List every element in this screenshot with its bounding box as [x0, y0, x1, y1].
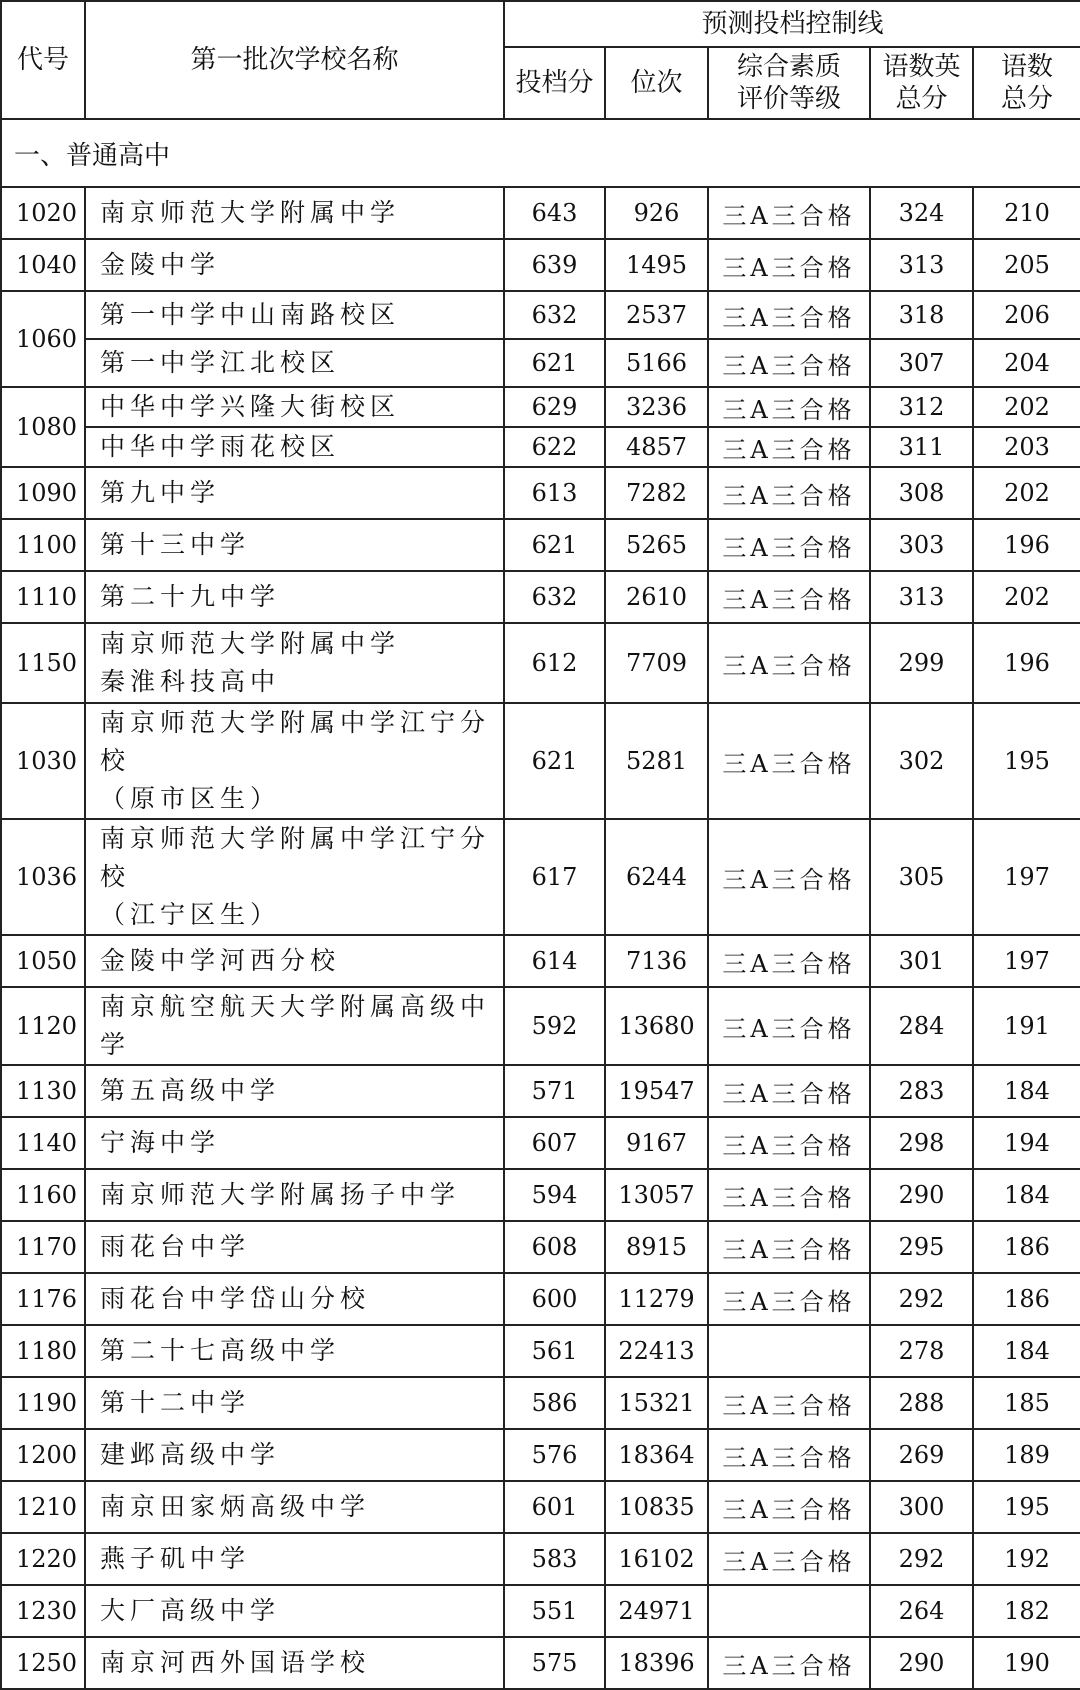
chinese-math-total: 195	[973, 703, 1080, 819]
chinese-math-total: 184	[973, 1325, 1080, 1377]
school-name-line: 第一中学江北校区	[100, 348, 341, 377]
admission-score: 622	[504, 427, 605, 467]
quality-grade: 三A三合格	[708, 291, 870, 339]
table-row	[1, 571, 1080, 623]
chinese-math-total: 184	[973, 1065, 1080, 1117]
school-name-line: 南京田家炳高级中学	[100, 1492, 371, 1521]
admission-score: 561	[504, 1325, 605, 1377]
school-name-line: 金陵中学	[100, 250, 221, 279]
school-code: 1050	[1, 935, 85, 987]
quality-grade: 三A三合格	[708, 339, 870, 387]
admission-score: 613	[504, 467, 605, 519]
table-row	[1, 467, 1080, 519]
table-row	[1, 1273, 1080, 1325]
rank-position: 7709	[605, 623, 708, 703]
chinese-math-total: 184	[973, 1169, 1080, 1221]
rank-position: 3236	[605, 387, 708, 427]
table-row	[1, 187, 1080, 239]
table-row	[1, 1325, 1080, 1377]
admission-score: 594	[504, 1169, 605, 1221]
header-cm-total	[973, 47, 1080, 119]
quality-grade: 三A三合格	[708, 387, 870, 427]
chinese-math-english-total: 264	[870, 1585, 973, 1637]
admission-score: 575	[504, 1637, 605, 1689]
school-name-line: 第二十七高级中学	[100, 1336, 341, 1365]
school-name	[85, 387, 504, 427]
table-row	[1, 387, 1080, 427]
quality-grade: 三A三合格	[708, 1429, 870, 1481]
school-name-line: 第一中学中山南路校区	[100, 300, 401, 329]
chinese-math-english-total: 269	[870, 1429, 973, 1481]
rank-position: 5281	[605, 703, 708, 819]
rank-position: 5265	[605, 519, 708, 571]
school-code: 1080	[1, 387, 85, 467]
rank-position: 4857	[605, 427, 708, 467]
table-row	[1, 1117, 1080, 1169]
admission-score: 583	[504, 1533, 605, 1585]
school-code: 1160	[1, 1169, 85, 1221]
school-name	[85, 1117, 504, 1169]
school-code: 1060	[1, 291, 85, 387]
school-name-line: 南京河西外国语学校	[100, 1648, 371, 1677]
admission-score: 639	[504, 239, 605, 291]
header-cm-line2: 总分	[1001, 84, 1054, 114]
school-name	[85, 427, 504, 467]
quality-grade: 三A三合格	[708, 571, 870, 623]
school-code: 1120	[1, 987, 85, 1065]
table-row	[1, 935, 1080, 987]
chinese-math-english-total: 292	[870, 1533, 973, 1585]
table-row	[1, 987, 1080, 1065]
chinese-math-english-total: 305	[870, 819, 973, 935]
table-row	[1, 1221, 1080, 1273]
chinese-math-total: 203	[973, 427, 1080, 467]
table-row	[1, 427, 1080, 467]
school-name	[85, 1325, 504, 1377]
school-code: 1250	[1, 1637, 85, 1689]
quality-grade: 三A三合格	[708, 935, 870, 987]
admission-score: 551	[504, 1585, 605, 1637]
quality-grade: 三A三合格	[708, 987, 870, 1065]
quality-grade: 三A三合格	[708, 1481, 870, 1533]
school-name	[85, 187, 504, 239]
school-name-line: 中华中学兴隆大街校区	[100, 392, 401, 421]
school-name-line: 中华中学雨花校区	[100, 432, 341, 461]
chinese-math-total: 185	[973, 1377, 1080, 1429]
quality-grade	[708, 1325, 870, 1377]
school-name-line: 秦淮科技高中	[100, 667, 281, 696]
rank-position: 2610	[605, 571, 708, 623]
school-code: 1020	[1, 187, 85, 239]
school-code: 1150	[1, 623, 85, 703]
header-cme-line1: 语数英	[882, 52, 961, 82]
rank-position: 6244	[605, 819, 708, 935]
school-name	[85, 703, 504, 819]
school-name	[85, 1585, 504, 1637]
quality-grade: 三A三合格	[708, 1273, 870, 1325]
quality-grade: 三A三合格	[708, 1117, 870, 1169]
table-row	[1, 1637, 1080, 1689]
rank-position: 15321	[605, 1377, 708, 1429]
school-name	[85, 519, 504, 571]
header-code: 代号	[1, 1, 85, 119]
school-code: 1176	[1, 1273, 85, 1325]
chinese-math-english-total: 307	[870, 339, 973, 387]
header-quality-grade	[708, 47, 870, 119]
chinese-math-total: 210	[973, 187, 1080, 239]
chinese-math-total: 189	[973, 1429, 1080, 1481]
school-name-line: 雨花台中学	[100, 1232, 251, 1261]
chinese-math-english-total: 313	[870, 239, 973, 291]
school-name-line: 第九中学	[100, 478, 221, 507]
chinese-math-english-total: 318	[870, 291, 973, 339]
school-name-line: 建邺高级中学	[100, 1440, 281, 1469]
header-cme-total	[870, 47, 973, 119]
school-name	[85, 935, 504, 987]
chinese-math-english-total: 312	[870, 387, 973, 427]
quality-grade: 三A三合格	[708, 467, 870, 519]
rank-position: 7136	[605, 935, 708, 987]
school-name-line: 大厂高级中学	[100, 1596, 281, 1625]
chinese-math-total: 196	[973, 623, 1080, 703]
school-name-line: 燕子矶中学	[100, 1544, 251, 1573]
school-name	[85, 339, 504, 387]
quality-grade: 三A三合格	[708, 703, 870, 819]
school-name-line: 南京师范大学附属中学	[100, 198, 401, 227]
school-name	[85, 1637, 504, 1689]
school-name	[85, 1377, 504, 1429]
rank-position: 16102	[605, 1533, 708, 1585]
table-row	[1, 519, 1080, 571]
quality-grade: 三A三合格	[708, 623, 870, 703]
header-quality-line2: 评价等级	[736, 84, 841, 114]
school-name	[85, 1429, 504, 1481]
quality-grade	[708, 1585, 870, 1637]
table-row	[1, 291, 1080, 339]
chinese-math-total: 202	[973, 387, 1080, 427]
rank-position: 5166	[605, 339, 708, 387]
admission-score: 629	[504, 387, 605, 427]
chinese-math-total: 202	[973, 571, 1080, 623]
school-name	[85, 467, 504, 519]
school-name	[85, 571, 504, 623]
school-name-line: 雨花台中学岱山分校	[100, 1284, 371, 1313]
school-name-line: 第二十九中学	[100, 582, 281, 611]
chinese-math-total: 206	[973, 291, 1080, 339]
school-name-line: 南京师范大学附属中学	[100, 629, 401, 658]
admission-score: 608	[504, 1221, 605, 1273]
rank-position: 1495	[605, 239, 708, 291]
header-quality-line1: 综合素质	[736, 52, 841, 82]
chinese-math-total: 194	[973, 1117, 1080, 1169]
quality-grade: 三A三合格	[708, 427, 870, 467]
school-name	[85, 1481, 504, 1533]
table-row	[1, 1533, 1080, 1585]
school-code: 1210	[1, 1481, 85, 1533]
section-title: 一、普通高中	[1, 119, 1080, 187]
chinese-math-english-total: 311	[870, 427, 973, 467]
table-row	[1, 239, 1080, 291]
school-name	[85, 987, 504, 1065]
table-row	[1, 339, 1080, 387]
school-code: 1040	[1, 239, 85, 291]
rank-position: 18396	[605, 1637, 708, 1689]
quality-grade: 三A三合格	[708, 1377, 870, 1429]
chinese-math-english-total: 299	[870, 623, 973, 703]
school-name	[85, 1221, 504, 1273]
table-row	[1, 819, 1080, 935]
rank-position: 13057	[605, 1169, 708, 1221]
quality-grade: 三A三合格	[708, 819, 870, 935]
school-code: 1110	[1, 571, 85, 623]
header-school-name: 第一批次学校名称	[85, 1, 504, 119]
school-name-line: 宁海中学	[100, 1128, 221, 1157]
chinese-math-english-total: 288	[870, 1377, 973, 1429]
rank-position: 18364	[605, 1429, 708, 1481]
chinese-math-total: 204	[973, 339, 1080, 387]
chinese-math-total: 191	[973, 987, 1080, 1065]
admission-score: 576	[504, 1429, 605, 1481]
admission-score: 592	[504, 987, 605, 1065]
header-rank: 位次	[605, 47, 708, 119]
school-code: 1220	[1, 1533, 85, 1585]
school-name-line: 金陵中学河西分校	[100, 946, 341, 975]
school-code: 1200	[1, 1429, 85, 1481]
school-name-line: （原市区生）	[100, 784, 281, 813]
school-name	[85, 623, 504, 703]
chinese-math-english-total: 324	[870, 187, 973, 239]
rank-position: 11279	[605, 1273, 708, 1325]
school-code: 1170	[1, 1221, 85, 1273]
quality-grade: 三A三合格	[708, 1065, 870, 1117]
chinese-math-english-total: 302	[870, 703, 973, 819]
rank-position: 19547	[605, 1065, 708, 1117]
rank-position: 24971	[605, 1585, 708, 1637]
chinese-math-english-total: 290	[870, 1169, 973, 1221]
chinese-math-total: 197	[973, 819, 1080, 935]
admission-score: 632	[504, 571, 605, 623]
chinese-math-total: 182	[973, 1585, 1080, 1637]
admission-score: 600	[504, 1273, 605, 1325]
school-name-line: 南京航空航天大学附属高级中学	[100, 992, 491, 1059]
table-row	[1, 703, 1080, 819]
admission-score: 612	[504, 623, 605, 703]
school-name-line: （江宁区生）	[100, 900, 281, 929]
rank-position: 9167	[605, 1117, 708, 1169]
school-name	[85, 1065, 504, 1117]
rank-position: 10835	[605, 1481, 708, 1533]
quality-grade: 三A三合格	[708, 1169, 870, 1221]
school-name	[85, 1169, 504, 1221]
chinese-math-english-total: 300	[870, 1481, 973, 1533]
header-cm-line1: 语数	[1001, 52, 1054, 82]
school-name-line: 第五高级中学	[100, 1076, 281, 1105]
chinese-math-english-total: 292	[870, 1273, 973, 1325]
table-row	[1, 1481, 1080, 1533]
school-code: 1190	[1, 1377, 85, 1429]
chinese-math-english-total: 308	[870, 467, 973, 519]
rank-position: 13680	[605, 987, 708, 1065]
quality-grade: 三A三合格	[708, 1637, 870, 1689]
school-name	[85, 1273, 504, 1325]
school-name-line: 南京师范大学附属扬子中学	[100, 1180, 461, 1209]
header-control-line-group: 预测投档控制线	[504, 1, 1080, 47]
school-code: 1030	[1, 703, 85, 819]
chinese-math-total: 192	[973, 1533, 1080, 1585]
chinese-math-total: 186	[973, 1273, 1080, 1325]
admission-score: 601	[504, 1481, 605, 1533]
school-code: 1230	[1, 1585, 85, 1637]
admission-score: 621	[504, 519, 605, 571]
header-cme-line2: 总分	[895, 84, 948, 114]
chinese-math-total: 202	[973, 467, 1080, 519]
table-row	[1, 1429, 1080, 1481]
admission-score: 632	[504, 291, 605, 339]
chinese-math-english-total: 313	[870, 571, 973, 623]
school-code: 1100	[1, 519, 85, 571]
chinese-math-english-total: 283	[870, 1065, 973, 1117]
chinese-math-total: 186	[973, 1221, 1080, 1273]
quality-grade: 三A三合格	[708, 187, 870, 239]
rank-position: 2537	[605, 291, 708, 339]
school-name	[85, 239, 504, 291]
admission-score: 571	[504, 1065, 605, 1117]
chinese-math-total: 195	[973, 1481, 1080, 1533]
admission-score: 621	[504, 703, 605, 819]
rank-position: 8915	[605, 1221, 708, 1273]
table-row	[1, 1169, 1080, 1221]
table-row	[1, 623, 1080, 703]
rank-position: 22413	[605, 1325, 708, 1377]
table-row	[1, 1585, 1080, 1637]
chinese-math-total: 196	[973, 519, 1080, 571]
admission-score: 614	[504, 935, 605, 987]
admission-score: 607	[504, 1117, 605, 1169]
chinese-math-english-total: 284	[870, 987, 973, 1065]
table-row	[1, 1377, 1080, 1429]
school-name-line: 第十三中学	[100, 530, 251, 559]
header-score: 投档分	[504, 47, 605, 119]
school-code: 1180	[1, 1325, 85, 1377]
school-code: 1090	[1, 467, 85, 519]
school-name-line: 南京师范大学附属中学江宁分校	[100, 824, 491, 891]
table-body	[1, 119, 1080, 1689]
school-name-line: 第十二中学	[100, 1388, 251, 1417]
chinese-math-english-total: 303	[870, 519, 973, 571]
admission-score: 643	[504, 187, 605, 239]
chinese-math-english-total: 298	[870, 1117, 973, 1169]
chinese-math-english-total: 290	[870, 1637, 973, 1689]
school-name-line: 南京师范大学附属中学江宁分校	[100, 708, 491, 775]
school-code: 1036	[1, 819, 85, 935]
school-name	[85, 1533, 504, 1585]
quality-grade: 三A三合格	[708, 239, 870, 291]
admission-score: 621	[504, 339, 605, 387]
chinese-math-total: 197	[973, 935, 1080, 987]
chinese-math-total: 205	[973, 239, 1080, 291]
quality-grade: 三A三合格	[708, 519, 870, 571]
admission-score: 586	[504, 1377, 605, 1429]
school-code: 1130	[1, 1065, 85, 1117]
chinese-math-english-total: 295	[870, 1221, 973, 1273]
admission-score: 617	[504, 819, 605, 935]
chinese-math-english-total: 301	[870, 935, 973, 987]
chinese-math-total: 190	[973, 1637, 1080, 1689]
table-row	[1, 1065, 1080, 1117]
quality-grade: 三A三合格	[708, 1221, 870, 1273]
school-code: 1140	[1, 1117, 85, 1169]
rank-position: 926	[605, 187, 708, 239]
rank-position: 7282	[605, 467, 708, 519]
school-name	[85, 819, 504, 935]
quality-grade: 三A三合格	[708, 1533, 870, 1585]
school-name	[85, 291, 504, 339]
chinese-math-english-total: 278	[870, 1325, 973, 1377]
